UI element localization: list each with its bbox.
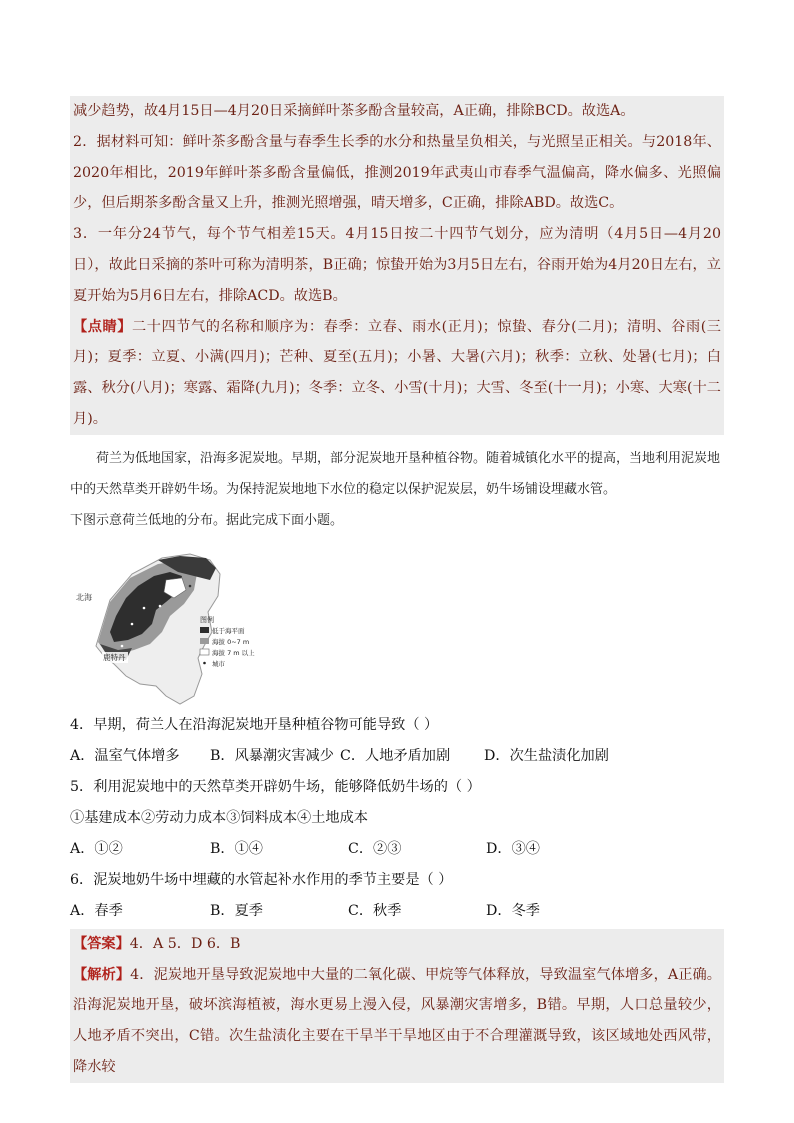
question-4-option-a: A．温室气体增多 [70,747,180,764]
material-paragraph-2: 下图示意荷兰低地的分布。据此完成下面小题。 [70,512,344,528]
question-6-option-c: C．秋季 [348,902,402,919]
answer-line [73,929,721,960]
document-page [70,96,724,1083]
question-5-sub: ①基建成本②劳动力成本③饲料成本④土地成本 [70,809,368,826]
map-svg [70,546,260,706]
question-4-option-d: D．次生盐渍化加剧 [484,747,609,764]
question-6-options [70,896,724,927]
question-5-stem: 5．利用泥炭地中的天然草类开辟奶牛场，能够降低奶牛场的（ ） [70,778,481,795]
legend-title: 图例 [200,615,214,624]
analysis-label: 【解析】 [73,966,131,983]
question-4-stem: 4．早期，荷兰人在沿海泥炭地开垦种植谷物可能导致（ ） [70,716,439,733]
question-6-stem: 6．泥炭地奶牛场中埋藏的水管起补水作用的季节主要是（ ） [70,871,453,888]
questions-block [70,710,724,927]
question-5-option-a: A．①② [70,840,123,857]
sea-label: 北海 [76,592,92,602]
answer-text: 4．A 5．D 6．B [129,935,241,952]
city-label: 鹿特丹 [103,652,126,662]
question-6-option-d: D．冬季 [486,902,540,919]
netherlands-lowland-map [70,546,260,706]
answer-label: 【答案】 [73,935,130,952]
question-5-option-c: C．②③ [348,840,402,857]
question-4-options [70,741,724,772]
legend-item-0-7m: 海拔 0~7 m [212,637,250,646]
legend-item-below-sea: 低于海平面 [212,626,245,635]
answer-analysis-block [70,929,724,1083]
explanation-paragraph-2: 2．据材料可知：鲜叶茶多酚含量与春季生长季的水分和热量呈负相关，与光照呈正相关。与2018年、2020年相比，2019年鲜叶茶多酚含量偏低，推测2019年武夷山市春季气温偏高，降水偏多、光照偏少，但后期茶多酚含量又上升，推测光照增强，晴天增多，C正确，排除ABD。故选C。 [73,133,721,212]
legend-swatch-below-sea [200,627,209,633]
material-paragraph-1: 荷兰为低地国家，沿海多泥炭地。早期，部分泥炭地开垦种植谷物。随着城镇化水平的提高，当地利用泥炭地中的天然草类开辟奶牛场。为保持泥炭地地下水位的稳定以保护泥炭层，奶牛场铺设埋藏水管。 [70,450,721,497]
legend-item-above-7m: 海拔 7 m 以上 [212,648,255,657]
legend-city-dot [203,661,206,664]
tip-label: 【点睛】 [73,318,132,335]
analysis-text: 4．泥炭地开垦导致泥炭地中大量的二氧化碳、甲烷等气体释放，导致温室气体增多，A正确。沿海泥炭地开垦，破坏滨海植被，海水更易上漫入侵，风暴潮灾害增多，B错。早期，人口总量较少，人地矛盾不突出，C错。次生盐渍化主要在干旱半干旱地区由于不合理灌溉导致，该区域地处西风带，降水较 [73,966,721,1075]
question-6-option-a: A．春季 [70,902,123,919]
tip-text: 二十四节气的名称和顺序为：春季：立春、雨水(正月)；惊蛰、春分(二月)；清明、谷雨(三月)；夏季：立夏、小满(四月)；芒种、夏至(五月)；小暑、大暑(六月)；秋季：立秋、处暑(七月)；白露、秋分(八月)；寒露、霜降(九月)；冬季：立冬、小雪(十月)；大雪、冬至(十一月)；小寒、大寒(十二月)。 [73,318,721,427]
answer-explanation-block [70,96,724,435]
legend-swatch-above-7m [200,649,209,655]
legend-swatch-0-7m [200,638,209,644]
analysis-paragraph [73,960,721,1083]
material-block [70,443,724,536]
question-4-option-b: B．风暴潮灾害减少 [210,747,334,764]
question-5-options [70,834,724,865]
legend-item-city: 城市 [212,659,225,668]
tip-paragraph [73,312,721,435]
explanation-line-1: 减少趋势，故4月15日—4月20日采摘鲜叶茶多酚含量较高，A正确，排除BCD。故选A。 [73,103,635,119]
question-6-option-b: B．夏季 [210,902,263,919]
question-4-option-c: C．人地矛盾加剧 [340,747,451,764]
question-5-option-d: D．③④ [486,840,540,857]
explanation-paragraph-3: 3．一年分24节气，每个节气相差15天。4月15日按二十四节气划分，应为清明（4月5日—4月20日），故此日采摘的茶叶可称为清明茶，B正确；惊蛰开始为3月5日左右，谷雨开始为4月20日左右，立夏开始为5月6日左右，排除ACD。故选B。 [73,226,721,304]
question-5-option-b: B．①④ [210,840,263,857]
